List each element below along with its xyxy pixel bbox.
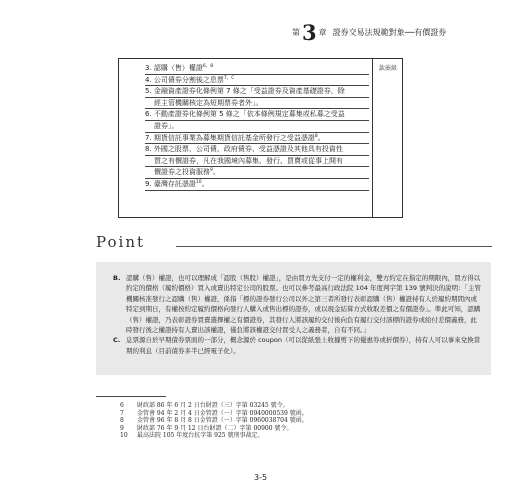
table-divider xyxy=(372,59,373,217)
footnotes xyxy=(120,402,480,440)
chapter-subtitle: 有價證券 xyxy=(414,27,447,37)
point-text: 息票源自於早期債券票面的一部分，概念源於 coupon（可以從紙張上收據剪下的優惠券或折價券），持有人可以事來兌換當期的利息（目前債券多半已經電子化）。 xyxy=(126,336,481,355)
footnote-rule xyxy=(96,396,166,397)
item-text: 4. 公司債券分割後之息票 xyxy=(145,75,224,84)
item-text: 3. 認購（售）權證 xyxy=(145,64,203,72)
footnote-text: 金管會 96 年 8 月 8 日金管證（一）字第 0960038704 號函。 xyxy=(137,417,308,425)
list-item xyxy=(145,75,369,87)
point-text: 認購（售）權證，也可以理解成「認股（售股）權證」，是由買方先支付一定的權利金，雙方約定在指定的期限內，買方得以約定的價格（履約價格）買入或賣出特定公司的股票。也可以參考最高行政法院 104 年度判字第 139 號判決的說明：「主管機關核准發行之認購（售）權證，係指「標的證券發行公司以外之第三者所發行表彰認購（售）權證持有人於履約期間內或特定到期日，有權按約定履約價格向發行人購入或售出標的證券，或以現金結算方式收取差價之有價證券」。準此可知，認購（售）權證，乃表彰證券買賣選擇權之有價證券，其發行人將該履約交付後向負有履行交付該標的證券或給付差價義務，此時發行後之權證持有人賣出該權證，僅負將該權證交付買受人之義務者，自有不同。」 xyxy=(126,274,481,335)
list-item: 7. 期貨信託事業為募集期貨信託基金所發行之受益憑證$^8$。 xyxy=(145,133,369,145)
footnote-text: 最高法院 105 年度台抗字第 925 號刑事裁定。 xyxy=(137,432,264,440)
footnote-number: 7 xyxy=(120,409,124,417)
point-marker: B. xyxy=(113,274,121,282)
footnote-ref: 10 xyxy=(195,179,202,185)
item-text: 6. 不動產證券化條例第 5 條之「依本條例規定募集或私募之受益 xyxy=(145,110,345,119)
footnote-number: 6 xyxy=(120,402,124,409)
point-marker: C. xyxy=(113,336,121,345)
footnote xyxy=(120,432,480,440)
chapter-header xyxy=(292,21,492,43)
table-items xyxy=(145,63,369,191)
list-item: 8. 外國之股票、公司債、政府債券、受益憑證及其他具有投資性 質之有價證券，凡在我國境內募集、發行、買賣或從事上開有 價證券之投資服務$^9$。 xyxy=(145,144,369,179)
chapter-number: 3 xyxy=(302,19,317,45)
point-item xyxy=(113,273,481,335)
item-text: 7. 期貨信託事業為募集期貨信託基金所發行之受益憑證 xyxy=(145,133,315,142)
footnote-text: 財政部 86 年 6 月 2 日台財證（三）字第 03245 號令。 xyxy=(137,402,289,409)
table-right-header: 鈦嵌級 xyxy=(379,65,398,72)
item-text: 證券」。 xyxy=(154,121,179,130)
list-item xyxy=(145,63,369,75)
chapter-prefix: 第 xyxy=(292,27,300,37)
list-item: 9. 臺灣存託憑證$^{10}$。 xyxy=(145,179,369,191)
item-text: 5. 金融資產證券化條例第 7 條之「受益證券及資產基礎證券，除 xyxy=(145,87,345,96)
point-item xyxy=(113,335,481,356)
title-dash: ── xyxy=(404,27,415,37)
point-divider xyxy=(176,246,492,247)
page-number: 3-5 xyxy=(254,473,268,482)
footnote-ref: 9 xyxy=(210,168,213,174)
item-text: 經主管機關核定為短期票券者外」。 xyxy=(154,98,263,107)
item-text: 價證券之投資服務 xyxy=(154,168,210,177)
list-item xyxy=(145,86,369,109)
footnote-number: 8 xyxy=(120,417,124,425)
footnote-ref: 7、C xyxy=(223,75,235,81)
footnote-text: 財政部 76 年 9 月 12 日台財證（二）字第 00900 號令。 xyxy=(137,424,293,432)
footnote-ref: 6、8 xyxy=(202,64,214,69)
list-item xyxy=(145,109,369,132)
item-text: 質之有價證券，凡在我國境內募集、發行、買賣或從事上開有 xyxy=(154,156,343,165)
footnote xyxy=(120,417,480,425)
item-text: 9. 臺灣存託憑證 xyxy=(145,179,196,188)
point-heading: Point xyxy=(96,233,146,251)
footnote-text: 金管會 94 年 2 月 4 日金管證（一）字第 0940000539 號函。 xyxy=(137,409,308,417)
securities-table xyxy=(118,58,403,218)
footnote-number: 9 xyxy=(120,424,124,432)
chapter-suffix: 章 xyxy=(318,27,327,37)
footnote-number: 10 xyxy=(120,432,128,440)
footnote-ref: 8 xyxy=(314,133,318,139)
footnote xyxy=(120,402,480,410)
chapter-title: 證券交易法規範對象 xyxy=(332,27,405,37)
item-text: 8. 外國之股票、公司債、政府債券、受益憑證及其他具有投資性 xyxy=(145,145,343,154)
point-box xyxy=(96,262,491,375)
